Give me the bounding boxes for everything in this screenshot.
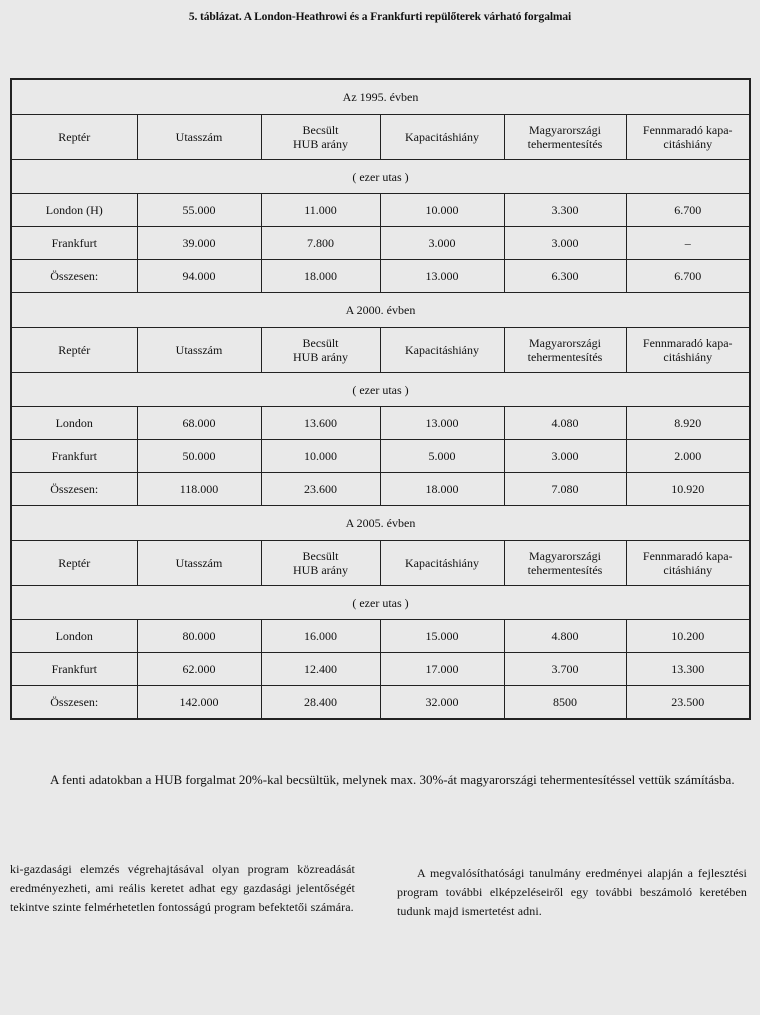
table-note: A fenti adatokban a HUB forgalmat 20%-kal becsültük, melynek max. 30%-át magyarországi tehermentesítéssel vettük számításba. (50, 772, 735, 787)
header-airport (11, 328, 137, 373)
cell-relief: 3.700 (504, 653, 626, 686)
cell-capacity: 15.000 (380, 620, 504, 653)
header-remaining-shortage (626, 541, 750, 586)
cell-hub: 28.400 (261, 686, 380, 720)
cell-relief: 3.300 (504, 194, 626, 227)
header-passengers (137, 115, 261, 160)
cell-passengers: 55.000 (137, 194, 261, 227)
header-hungarian-relief-text: Magyarországi (529, 549, 601, 563)
right-column-paragraph: A megvalósíthatósági tanulmány eredményei alapján a fejlesztési program további elképzeléseiről egy további beszámoló keretében tudunk majd ismertetést adni. (397, 866, 747, 918)
header-airport (11, 541, 137, 586)
table-row (11, 407, 750, 440)
cell-passengers: 68.000 (137, 407, 261, 440)
header-capacity-shortage-text: Kapacitáshiány (405, 556, 479, 570)
header-hub-ratio-text: HUB arány (293, 563, 348, 577)
cell-hub: 13.600 (261, 407, 380, 440)
header-passengers (137, 328, 261, 373)
header-remaining-shortage-text: citáshiány (663, 563, 713, 577)
cell-passengers: 142.000 (137, 686, 261, 720)
cell-capacity: 13.000 (380, 260, 504, 293)
cell-hub: 12.400 (261, 653, 380, 686)
table-row (11, 194, 750, 227)
header-hungarian-relief-text: Magyarországi (529, 336, 601, 350)
column-header-row (11, 115, 750, 160)
cell-hub: 18.000 (261, 260, 380, 293)
cell-hub: 11.000 (261, 194, 380, 227)
cell-airport: Összesen: (11, 260, 137, 293)
header-capacity-shortage (380, 115, 504, 160)
cell-capacity: 17.000 (380, 653, 504, 686)
unit-label: ( ezer utas ) (11, 160, 750, 194)
unit-row (11, 373, 750, 407)
header-passengers-text: Utasszám (175, 343, 223, 357)
header-hungarian-relief (504, 541, 626, 586)
cell-capacity: 32.000 (380, 686, 504, 720)
column-header-row (11, 541, 750, 586)
year-heading: A 2005. évben (11, 506, 750, 541)
header-hungarian-relief (504, 328, 626, 373)
cell-capacity: 18.000 (380, 473, 504, 506)
table-row (11, 620, 750, 653)
header-remaining-shortage-text: citáshiány (663, 350, 713, 364)
cell-remaining: – (626, 227, 750, 260)
table-row (11, 227, 750, 260)
header-remaining-shortage-text: citáshiány (663, 137, 713, 151)
cell-airport: Összesen: (11, 473, 137, 506)
table-row (11, 473, 750, 506)
cell-remaining: 2.000 (626, 440, 750, 473)
header-airport-text: Reptér (58, 556, 91, 570)
year-heading: A 2000. évben (11, 293, 750, 328)
header-hungarian-relief-text: tehermentesítés (527, 137, 603, 151)
table-row (11, 653, 750, 686)
cell-remaining: 6.700 (626, 260, 750, 293)
cell-relief: 8500 (504, 686, 626, 720)
year-heading: Az 1995. évben (11, 79, 750, 115)
header-airport-text: Reptér (58, 343, 91, 357)
column-header-row (11, 328, 750, 373)
header-hub-ratio (261, 328, 380, 373)
cell-airport: Frankfurt (11, 227, 137, 260)
cell-hub: 7.800 (261, 227, 380, 260)
left-column-paragraph: ki-gazdasági elemzés végrehajtásával olyan program közreadását eredményezheti, ami reális keretet adhat egy gazdasági jelentőségét tekintve szinte felmérhetetlen fontosságú program befektetői számára. (10, 862, 355, 914)
cell-capacity: 10.000 (380, 194, 504, 227)
header-remaining-shortage (626, 328, 750, 373)
unit-row (11, 586, 750, 620)
cell-remaining: 13.300 (626, 653, 750, 686)
cell-airport: Frankfurt (11, 440, 137, 473)
header-remaining-shortage (626, 115, 750, 160)
header-remaining-shortage-text: Fennmaradó kapa- (642, 123, 733, 137)
cell-relief: 6.300 (504, 260, 626, 293)
cell-relief: 4.800 (504, 620, 626, 653)
cell-passengers: 50.000 (137, 440, 261, 473)
unit-label: ( ezer utas ) (11, 373, 750, 407)
cell-capacity: 5.000 (380, 440, 504, 473)
cell-remaining: 10.200 (626, 620, 750, 653)
year-row (11, 79, 750, 115)
cell-remaining: 8.920 (626, 407, 750, 440)
cell-hub: 10.000 (261, 440, 380, 473)
header-hub-ratio-text: Becsült (302, 549, 339, 563)
header-hub-ratio-text: Becsült (302, 123, 339, 137)
cell-remaining: 23.500 (626, 686, 750, 720)
table-row (11, 260, 750, 293)
cell-passengers: 39.000 (137, 227, 261, 260)
header-hub-ratio (261, 541, 380, 586)
unit-label: ( ezer utas ) (11, 586, 750, 620)
cell-passengers: 118.000 (137, 473, 261, 506)
table-caption: 5. táblázat. A London-Heathrowi és a Frankfurti repülőterek várható forgalmai (188, 11, 572, 23)
table-row (11, 440, 750, 473)
header-capacity-shortage-text: Kapacitáshiány (405, 343, 479, 357)
year-row (11, 293, 750, 328)
cell-passengers: 94.000 (137, 260, 261, 293)
header-capacity-shortage (380, 541, 504, 586)
cell-airport: London (H) (11, 194, 137, 227)
header-hungarian-relief-text: tehermentesítés (527, 563, 603, 577)
cell-relief: 4.080 (504, 407, 626, 440)
header-hub-ratio-text: HUB arány (293, 350, 348, 364)
cell-capacity: 13.000 (380, 407, 504, 440)
cell-relief: 3.000 (504, 440, 626, 473)
header-capacity-shortage-text: Kapacitáshiány (405, 130, 479, 144)
cell-hub: 16.000 (261, 620, 380, 653)
header-passengers-text: Utasszám (175, 556, 223, 570)
header-hungarian-relief-text: Magyarországi (529, 123, 601, 137)
header-hungarian-relief-text: tehermentesítés (527, 350, 603, 364)
cell-relief: 7.080 (504, 473, 626, 506)
header-remaining-shortage-text: Fennmaradó kapa- (642, 549, 733, 563)
header-hub-ratio-text: HUB arány (293, 137, 348, 151)
traffic-table-container (10, 78, 749, 753)
cell-hub: 23.600 (261, 473, 380, 506)
header-capacity-shortage (380, 328, 504, 373)
cell-capacity: 3.000 (380, 227, 504, 260)
header-airport-text: Reptér (58, 130, 91, 144)
cell-airport: London (11, 620, 137, 653)
header-passengers (137, 541, 261, 586)
unit-row (11, 160, 750, 194)
header-hub-ratio (261, 115, 380, 160)
table-row (11, 686, 750, 720)
header-hungarian-relief (504, 115, 626, 160)
header-remaining-shortage-text: Fennmaradó kapa- (642, 336, 733, 350)
cell-airport: Összesen: (11, 686, 137, 720)
cell-remaining: 10.920 (626, 473, 750, 506)
traffic-table (10, 78, 751, 720)
header-hub-ratio-text: Becsült (302, 336, 339, 350)
header-airport (11, 115, 137, 160)
cell-passengers: 62.000 (137, 653, 261, 686)
header-passengers-text: Utasszám (175, 130, 223, 144)
cell-relief: 3.000 (504, 227, 626, 260)
cell-airport: Frankfurt (11, 653, 137, 686)
cell-airport: London (11, 407, 137, 440)
cell-passengers: 80.000 (137, 620, 261, 653)
year-row (11, 506, 750, 541)
cell-remaining: 6.700 (626, 194, 750, 227)
